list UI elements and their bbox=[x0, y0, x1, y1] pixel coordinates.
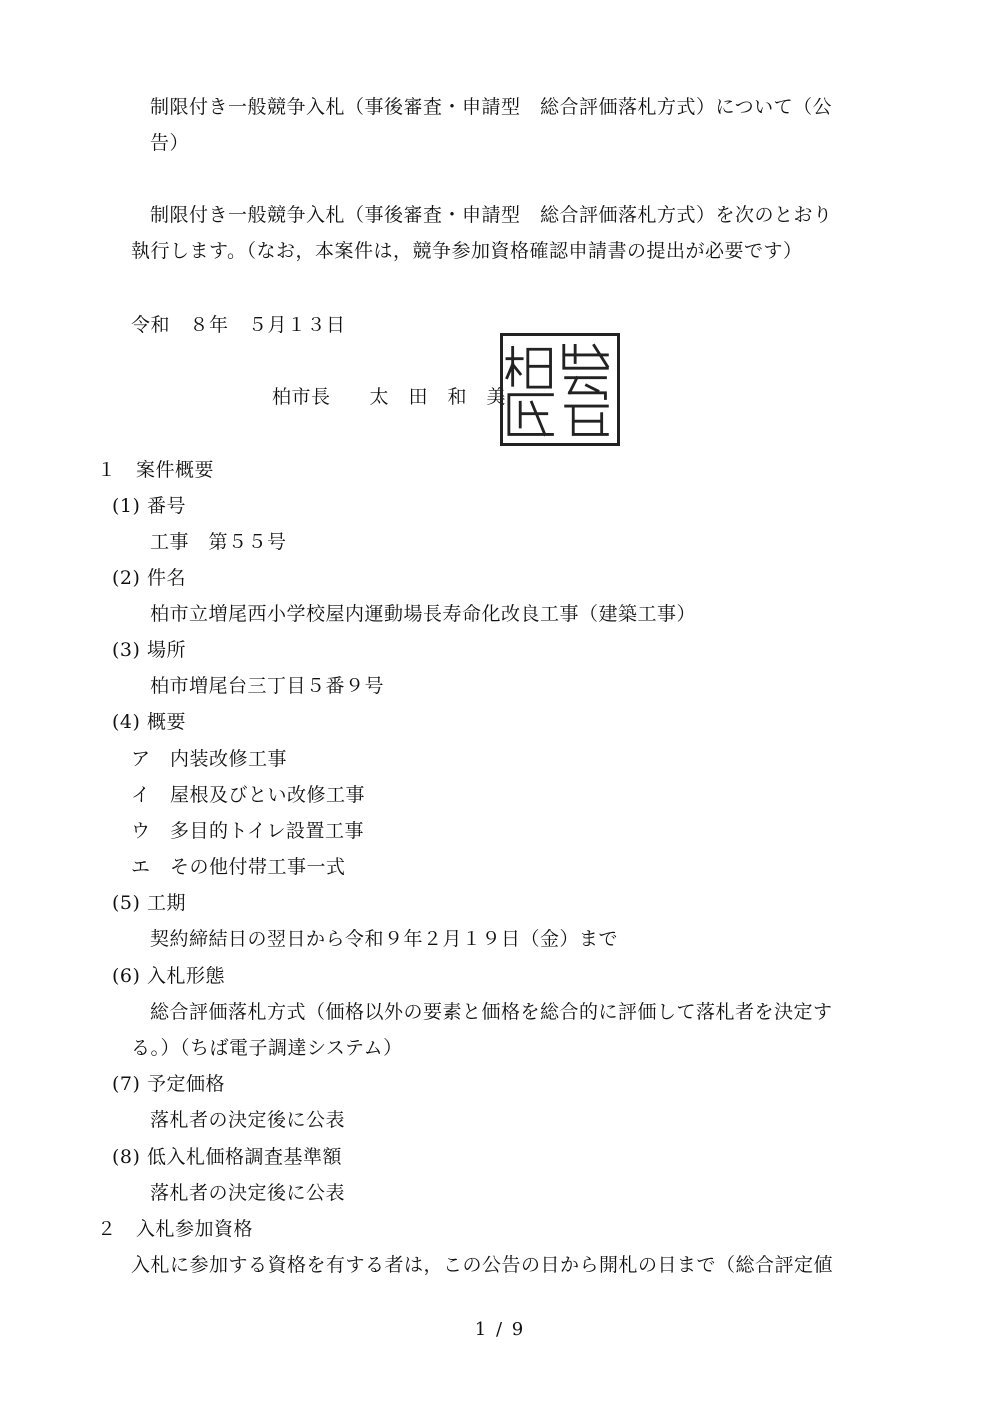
item-8-label: (8) 低入札価格調査基準額 bbox=[112, 1146, 342, 1168]
intro-line-2: 執行します。（なお，本案件は，競争参加資格確認申請書の提出が必要です） bbox=[131, 240, 803, 262]
seal-glyphs-icon bbox=[503, 336, 617, 443]
item-5-label: (5) 工期 bbox=[112, 892, 186, 914]
item-5-value: 契約締結日の翌日から令和９年２月１９日（金）まで bbox=[150, 928, 619, 950]
notice-title-line-1: 制限付き一般競争入札（事後審査・申請型 総合評価落札方式）について（公 bbox=[150, 96, 833, 118]
item-8-value: 落札者の決定後に公表 bbox=[150, 1182, 346, 1204]
signer-name: 柏市長 太 田 和 美 bbox=[272, 386, 507, 408]
item-1-value: 工事 第５５号 bbox=[150, 531, 287, 553]
notice-date: 令和 ８年 ５月１３日 bbox=[131, 314, 346, 336]
item-4-sub-a: ア 内装改修工事 bbox=[131, 748, 288, 770]
intro-line-1: 制限付き一般競争入札（事後審査・申請型 総合評価落札方式）を次のとおり bbox=[150, 204, 833, 226]
item-3-value: 柏市増尾台三丁目５番９号 bbox=[150, 675, 385, 697]
page-number: 1 / 9 bbox=[474, 1319, 526, 1340]
item-7-value: 落札者の決定後に公表 bbox=[150, 1109, 346, 1131]
item-1-label: (1) 番号 bbox=[112, 495, 186, 517]
item-4-label: (4) 概要 bbox=[112, 711, 186, 733]
item-6-value-line-1: 総合評価落札方式（価格以外の要素と価格を総合的に評価して落札者を決定す bbox=[150, 1001, 833, 1023]
item-7-label: (7) 予定価格 bbox=[112, 1073, 225, 1095]
item-6-value-line-2: る。）（ちば電子調達システム） bbox=[131, 1037, 403, 1059]
item-4-sub-e: エ その他付帯工事一式 bbox=[131, 856, 346, 878]
official-seal-stamp bbox=[500, 333, 620, 446]
item-3-label: (3) 場所 bbox=[112, 639, 186, 661]
notice-title-line-2: 告） bbox=[150, 132, 190, 154]
section-2-text: 入札に参加する資格を有する者は，この公告の日から開札の日まで（総合評定値 bbox=[131, 1254, 834, 1276]
item-4-sub-i: イ 屋根及びとい改修工事 bbox=[131, 784, 366, 806]
section-2-heading: ２ 入札参加資格 bbox=[97, 1218, 254, 1240]
item-6-label: (6) 入札形態 bbox=[112, 965, 225, 987]
item-2-value: 柏市立増尾西小学校屋内運動場長寿命化改良工事（建築工事） bbox=[150, 603, 697, 625]
item-2-label: (2) 件名 bbox=[112, 567, 186, 589]
item-4-sub-u: ウ 多目的トイレ設置工事 bbox=[131, 820, 365, 842]
section-1-heading: １ 案件概要 bbox=[97, 459, 215, 481]
